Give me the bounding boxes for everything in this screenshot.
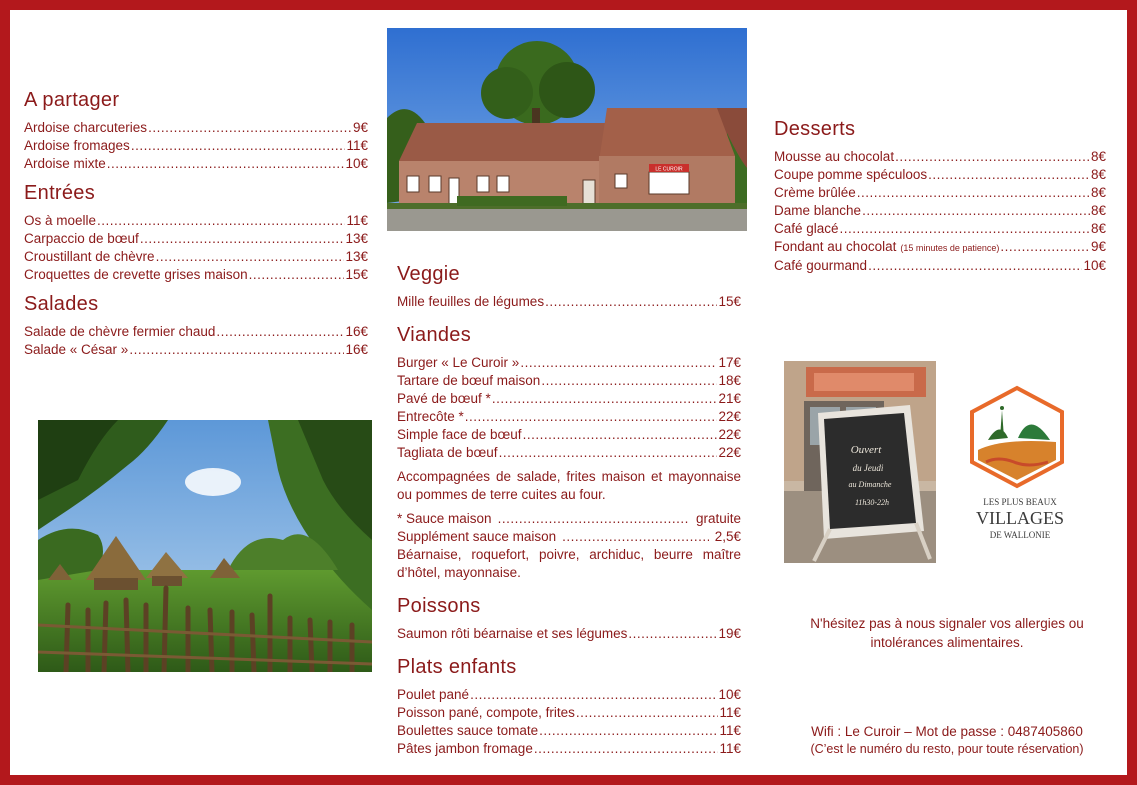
left-column bbox=[24, 88, 368, 359]
menu-item-price: 11€ bbox=[719, 723, 741, 738]
chalk-line-1: Ouvert bbox=[850, 444, 882, 456]
menu-item-name: Café gourmand bbox=[774, 258, 868, 273]
menu-item-price: 21€ bbox=[718, 391, 741, 406]
menu-item-name: Boulettes sauce tomate bbox=[397, 723, 539, 738]
menu-item-name: Simple face de bœuf bbox=[397, 427, 522, 442]
menu-item bbox=[397, 444, 741, 462]
menu-item bbox=[397, 408, 741, 426]
menu-item-name: Poulet pané bbox=[397, 687, 470, 702]
dot-leader bbox=[520, 354, 717, 372]
menu-item-price: 13€ bbox=[345, 249, 368, 264]
dot-leader bbox=[249, 266, 345, 284]
menu-item bbox=[24, 248, 368, 266]
logo-line-3: DE WALLONIE bbox=[989, 530, 1051, 540]
viandes-accompaniment: Accompagnées de salade, frites maison et mayonnaise ou pommes de terre cuites au four. bbox=[397, 469, 741, 502]
menu-item bbox=[397, 625, 741, 643]
menu-item-name: Os à moelle bbox=[24, 213, 97, 228]
dot-leader bbox=[129, 341, 344, 359]
menu-item-name: Crème brûlée bbox=[774, 185, 856, 200]
menu-item bbox=[24, 323, 368, 341]
menu-item-price: 15€ bbox=[345, 267, 368, 282]
thatched-huts-photo bbox=[38, 420, 372, 672]
menu-item bbox=[397, 426, 741, 444]
menu-item bbox=[774, 184, 1106, 202]
menu-item-name: Burger « Le Curoir » bbox=[397, 355, 520, 370]
restaurant-sign-text: LE CUROIR bbox=[655, 166, 683, 173]
menu-item bbox=[397, 722, 741, 740]
dot-leader bbox=[470, 686, 717, 704]
menu-item-name: Mille feuilles de légumes bbox=[397, 294, 545, 309]
wifi-note: (C’est le numéro du resto, pour toute réservation) bbox=[810, 742, 1084, 756]
dot-leader bbox=[499, 444, 718, 462]
menu-item-price: 16€ bbox=[345, 342, 368, 357]
dot-leader bbox=[840, 220, 1090, 238]
menu-item-price: 15€ bbox=[718, 294, 741, 309]
menu-item-name: Ardoise fromages bbox=[24, 138, 130, 153]
chalk-line-2: du Jeudi bbox=[852, 463, 884, 473]
menu-item-name: Tagliata de bœuf bbox=[397, 445, 498, 460]
dot-leader bbox=[576, 704, 719, 722]
menu-item-price: 11€ bbox=[719, 705, 741, 720]
dot-leader bbox=[140, 230, 345, 248]
menu-item-price: 11€ bbox=[719, 741, 741, 756]
dot-leader bbox=[465, 408, 718, 426]
menu-item-price: 8€ bbox=[1090, 149, 1106, 164]
menu-item-name: Ardoise mixte bbox=[24, 156, 106, 171]
poissons-list bbox=[397, 625, 741, 643]
dot-leader bbox=[156, 248, 345, 266]
dot-leader bbox=[523, 426, 718, 444]
menu-item-price: 22€ bbox=[718, 427, 741, 442]
farmhouse-photo bbox=[387, 28, 747, 231]
dot-leader bbox=[868, 257, 1082, 275]
menu-item bbox=[397, 354, 741, 372]
chalk-line-4: 11h30-22h bbox=[854, 498, 890, 507]
menu-item bbox=[397, 704, 741, 722]
section-title-salades: Salades bbox=[24, 293, 99, 315]
menu-item-price: 8€ bbox=[1090, 221, 1106, 236]
center-column bbox=[397, 262, 741, 758]
menu-item bbox=[397, 686, 741, 704]
veggie-list bbox=[397, 293, 741, 311]
viandes-list bbox=[397, 354, 741, 462]
dot-leader bbox=[539, 722, 718, 740]
menu-item-price: 8€ bbox=[1090, 203, 1106, 218]
menu-item-price: 16€ bbox=[345, 324, 368, 339]
menu-item bbox=[774, 148, 1106, 166]
menu-item-name: Fondant au chocolat bbox=[774, 239, 897, 254]
menu-item-price: 22€ bbox=[718, 409, 741, 424]
menu-item bbox=[397, 390, 741, 408]
menu-item-name: Coupe pomme spéculoos bbox=[774, 167, 928, 182]
menu-item-price: 9€ bbox=[352, 120, 368, 135]
partager-list bbox=[24, 119, 368, 173]
dot-leader bbox=[97, 212, 345, 230]
menu-item-name: Pâtes jambon fromage bbox=[397, 741, 533, 756]
menu-item-price: 19€ bbox=[718, 626, 741, 641]
menu-item-price: 10€ bbox=[718, 687, 741, 702]
menu-item-name: Croustillant de chèvre bbox=[24, 249, 155, 264]
section-title-partager: A partager bbox=[24, 89, 120, 111]
logo-line-1: LES PLUS BEAUX bbox=[983, 497, 1057, 507]
dot-leader bbox=[541, 372, 717, 390]
dot-leader bbox=[492, 390, 718, 408]
menu-item bbox=[24, 137, 368, 155]
section-title-desserts: Desserts bbox=[774, 118, 856, 140]
entrees-list bbox=[24, 212, 368, 284]
dot-leader bbox=[107, 155, 345, 173]
menu-item bbox=[774, 220, 1106, 238]
menu-item-price: 11€ bbox=[346, 213, 368, 228]
menu-item-name: Croquettes de crevette grises maison bbox=[24, 267, 248, 282]
menu-item bbox=[397, 372, 741, 390]
menu-item-name: Mousse au chocolat bbox=[774, 149, 895, 164]
dot-leader bbox=[131, 137, 346, 155]
menu-item-name: Salade de chèvre fermier chaud bbox=[24, 324, 216, 339]
menu-item bbox=[24, 119, 368, 137]
dot-leader bbox=[857, 184, 1090, 202]
menu-item-name: Salade « César » bbox=[24, 342, 129, 357]
logo-line-2: VILLAGES bbox=[976, 508, 1064, 528]
section-title-poissons: Poissons bbox=[397, 595, 481, 617]
menu-item bbox=[397, 740, 741, 758]
menu-item-price: 22€ bbox=[718, 445, 741, 460]
menu-item bbox=[774, 257, 1106, 275]
menu-item-price: 8€ bbox=[1090, 167, 1106, 182]
menu-item-name: Ardoise charcuteries bbox=[24, 120, 148, 135]
menu-item bbox=[24, 212, 368, 230]
menu-item bbox=[774, 202, 1106, 220]
dot-leader bbox=[928, 166, 1090, 184]
menu-item-name: Carpaccio de bœuf bbox=[24, 231, 139, 246]
menu-item-note: (15 minutes de patience) bbox=[900, 243, 1000, 253]
dot-leader bbox=[628, 625, 717, 643]
menu-item-price: 10€ bbox=[345, 156, 368, 171]
dot-leader bbox=[895, 148, 1090, 166]
dot-leader bbox=[545, 293, 717, 311]
sauces-list: Béarnaise, roquefort, poivre, archiduc, beurre maître d’hôtel, mayonnaise. bbox=[397, 547, 741, 580]
menu-item-price: 17€ bbox=[718, 355, 741, 370]
menu-item-price: 10€ bbox=[1083, 258, 1106, 273]
dot-leader bbox=[862, 202, 1090, 220]
menu-item bbox=[397, 293, 741, 311]
dot-leader bbox=[216, 323, 344, 341]
menu-item bbox=[24, 341, 368, 359]
menu-item: Supplément sauce maison ..... 2,5€ bbox=[397, 528, 741, 546]
menu-item bbox=[24, 230, 368, 248]
chalk-line-3: au Dimanche bbox=[848, 480, 892, 489]
dot-leader bbox=[1000, 238, 1090, 256]
menu-item-name: Saumon rôti béarnaise et ses légumes bbox=[397, 626, 628, 641]
menu-item-price: 9€ bbox=[1090, 239, 1106, 254]
section-title-entrees: Entrées bbox=[24, 182, 96, 204]
menu-item bbox=[774, 166, 1106, 184]
desserts-list bbox=[774, 148, 1106, 275]
menu-item bbox=[24, 155, 368, 173]
dot-leader bbox=[534, 740, 719, 758]
wifi-info: Wifi : Le Curoir – Mot de passe : 0487405860 bbox=[811, 724, 1083, 739]
right-column bbox=[774, 117, 1106, 275]
menu-item bbox=[24, 266, 368, 284]
menu-item: * Sauce maison ..... gratuite bbox=[397, 510, 741, 528]
salades-list bbox=[24, 323, 368, 359]
menu-item-price: 18€ bbox=[718, 373, 741, 388]
menu-item-name: Dame blanche bbox=[774, 203, 862, 218]
menu-item-name: Café glacé bbox=[774, 221, 839, 236]
section-title-enfants: Plats enfants bbox=[397, 656, 517, 678]
menu-item-name: Poisson pané, compote, frites bbox=[397, 705, 575, 720]
chalkboard-photo bbox=[784, 361, 936, 563]
menu-item-price: 8€ bbox=[1090, 185, 1106, 200]
menu-item-price: 11€ bbox=[346, 138, 368, 153]
menu-item-name: Pavé de bœuf * bbox=[397, 391, 491, 406]
dot-leader bbox=[148, 119, 352, 137]
allergy-notice: N'hésitez pas à nous signaler vos allergies ou intolérances alimentaires. bbox=[810, 616, 1084, 650]
menu-item-price: 13€ bbox=[345, 231, 368, 246]
villages-wallonie-logo bbox=[958, 380, 1098, 550]
section-title-viandes: Viandes bbox=[397, 324, 472, 346]
enfants-list bbox=[397, 686, 741, 758]
menu-item bbox=[774, 238, 1106, 257]
menu-item-name: Tartare de bœuf maison bbox=[397, 373, 541, 388]
section-title-veggie: Veggie bbox=[397, 263, 460, 285]
menu-item-name: Entrecôte * bbox=[397, 409, 464, 424]
